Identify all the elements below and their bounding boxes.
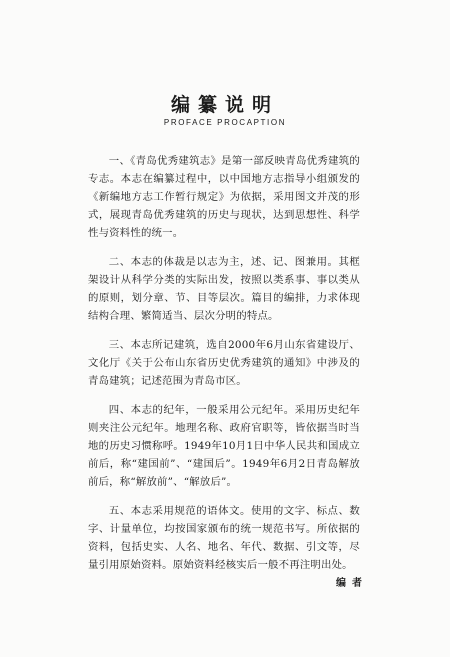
body-text [88,152,360,585]
page-subtitle: PROFACE PROCAPTION [163,118,287,127]
paragraph-3: 三、本志所记建筑，选自2000年6月山东省建设厅、文化厅《关于公布山东省历史优秀建筑的通知》中涉及的青岛建筑；记述范围为青岛市区。 [88,339,360,387]
paragraph-1: 一、《青岛优秀建筑志》是第一部反映青岛优秀建筑的专志。本志在编纂过程中，以中国地方志指导小组颁发的《新编地方志工作暂行规定》为依据，采用图文并茂的形式，展现青岛优秀建筑的历史与现状，达到思想性、科学性与资料性的统一。 [88,155,360,239]
editor-signature: 编者 [336,578,368,589]
paragraph-2: 二、本志的体裁是以志为主，述、记、图兼用。其框架设计从科学分类的实际出发，按照以类系事、事以类从的原则，划分章、节、目等层次。篇目的编排，力求体现结构合理、繁简适当、层次分明的特点。 [88,256,360,322]
paragraph-4: 四、本志的纪年，一般采用公元纪年。采用历史纪年则夹注公元纪年。地理名称、政府官职等，皆依据当时当地的历史习惯称呼。1949年10月1日中华人民共和国成立前后，称“建国前”、“建国后”。1949年6月2日青岛解放前后，称“解放前”、“解放后”。 [88,404,360,488]
page-title: 编纂说明 [170,94,279,116]
paragraph-5: 五、本志采用规范的语体文。使用的文字、标点、数字、计量单位，均按国家颁布的统一规范书写。所依据的资料，包括史实、人名、地名、年代、数据、引文等，尽量引用原始资料。原始资料经核实后一般不再注明出处。 [88,505,360,571]
